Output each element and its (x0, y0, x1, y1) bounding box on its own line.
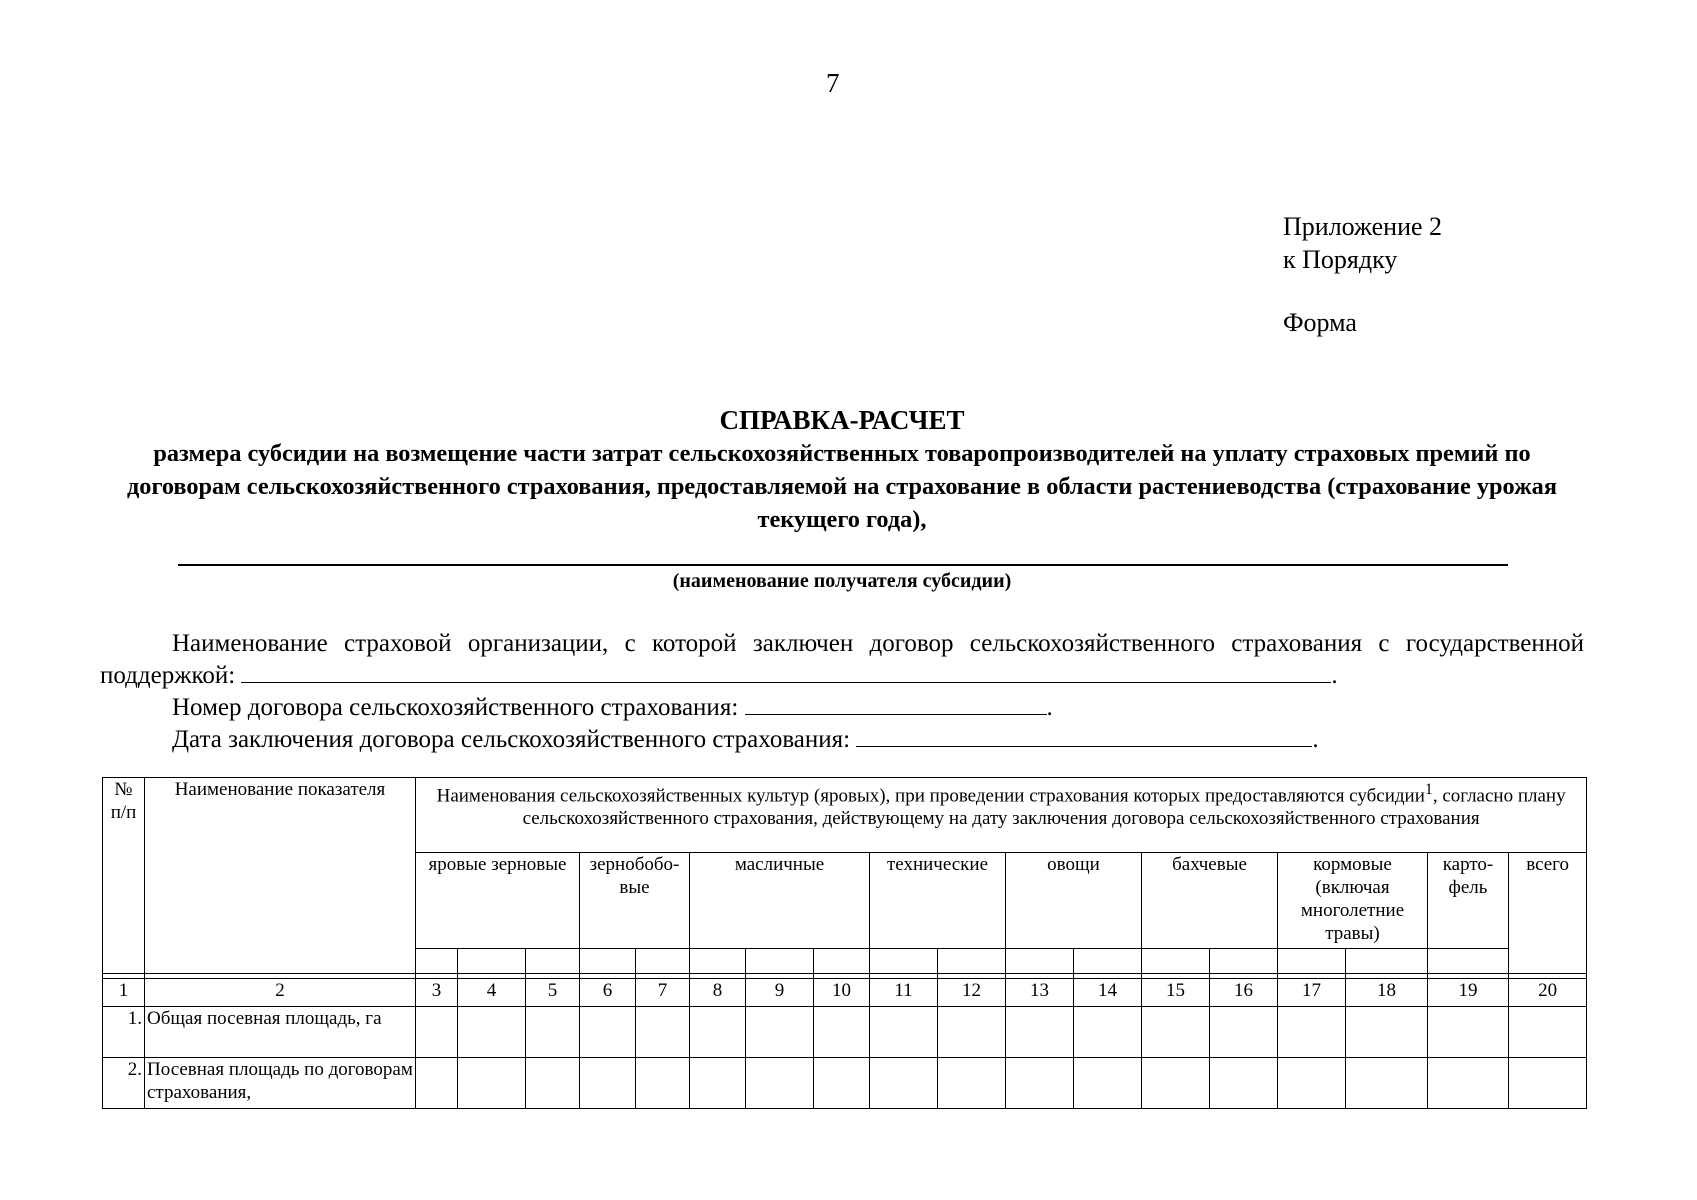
column-number: 1 (103, 979, 145, 1007)
header-crop-group-text-a: Наименования сельскохозяйственных культур (яровых), при проведении страхования которых предоставляются субсидии (436, 785, 1425, 807)
row-number: 1. (103, 1007, 145, 1058)
contract-fields (100, 628, 1584, 756)
data-cell[interactable] (636, 1007, 690, 1058)
subheader-cell (1428, 949, 1509, 974)
data-cell[interactable] (1278, 1058, 1346, 1109)
data-cell[interactable] (814, 1007, 870, 1058)
contract-date-blank[interactable] (856, 724, 1312, 747)
crop-legumes: зернобобо-вые (580, 853, 690, 949)
contract-date-field (100, 724, 1584, 756)
column-number: 16 (1210, 979, 1278, 1007)
data-cell[interactable] (1210, 1007, 1278, 1058)
crop-vegetables: овощи (1006, 853, 1142, 949)
subheader-cell (1346, 949, 1428, 974)
column-number: 20 (1509, 979, 1587, 1007)
column-numbers-row (103, 979, 1587, 1007)
data-cell[interactable] (870, 1058, 938, 1109)
column-number: 6 (580, 979, 636, 1007)
data-cell[interactable] (1428, 1007, 1509, 1058)
column-number: 7 (636, 979, 690, 1007)
crop-total: всего (1509, 853, 1587, 974)
data-cell[interactable] (1006, 1007, 1074, 1058)
subheader-cell (416, 949, 458, 974)
row-indicator: Общая посевная площадь, га (145, 1007, 416, 1058)
subheader-cell (870, 949, 938, 974)
column-number: 15 (1142, 979, 1210, 1007)
appendix-line-2: к Порядку (1283, 245, 1398, 274)
document-title: СПРАВКА-РАСЧЕТ (719, 405, 965, 435)
page-number: 7 (826, 68, 840, 98)
data-cell[interactable] (526, 1058, 580, 1109)
crop-technical: технические (870, 853, 1006, 949)
crop-potato: карто-фель (1428, 853, 1509, 949)
contract-date-label: Дата заключения договора сельскохозяйственного страхования: (172, 726, 851, 753)
crop-fodder: кормовые (включая многолетние травы) (1278, 853, 1428, 949)
document-subtitle: размера субсидии на возмещение части затрат сельскохозяйственных товаропроизводителей на уплату страховых премий по договорам сельскохозяйственного страхования, предоставляемой на страхование в области растениеводства (страхование урожая текущего года), (127, 440, 1557, 533)
form-label: Форма (1283, 308, 1357, 337)
data-cell[interactable] (938, 1007, 1006, 1058)
recipient-caption: (наименование получателя субсидии) (672, 570, 1012, 592)
data-cell[interactable] (458, 1058, 526, 1109)
contract-number-label: Номер договора сельскохозяйственного страхования: (172, 694, 739, 721)
column-number: 11 (870, 979, 938, 1007)
recipient-name-line[interactable] (178, 564, 1508, 566)
data-cell[interactable] (1142, 1058, 1210, 1109)
data-cell[interactable] (1142, 1007, 1210, 1058)
crop-melons: бахчевые (1142, 853, 1278, 949)
column-number: 4 (458, 979, 526, 1007)
column-number: 19 (1428, 979, 1509, 1007)
appendix-reference (1283, 210, 1442, 276)
data-cell[interactable] (416, 1007, 458, 1058)
subsidy-calculation-table (102, 777, 1587, 1109)
subheader-cell (458, 949, 526, 974)
column-number: 2 (145, 979, 416, 1007)
column-number: 18 (1346, 979, 1428, 1007)
data-cell[interactable] (526, 1007, 580, 1058)
data-cell[interactable] (938, 1058, 1006, 1109)
data-cell[interactable] (814, 1058, 870, 1109)
column-number: 5 (526, 979, 580, 1007)
subheader-cell (690, 949, 746, 974)
data-cell[interactable] (1074, 1007, 1142, 1058)
subheader-cell (938, 949, 1006, 974)
subheader-cell (1210, 949, 1278, 974)
insurer-period: . (1331, 662, 1338, 689)
data-cell[interactable] (636, 1058, 690, 1109)
column-number: 10 (814, 979, 870, 1007)
row-indicator: Посевная площадь по договорам страхования, (145, 1058, 416, 1109)
subheader-cell (636, 949, 690, 974)
data-cell[interactable] (1509, 1058, 1587, 1109)
insurer-label: Наименование страховой организации, с которой заключен договор сельскохозяйственного страхования с государственной поддержкой: (100, 630, 1584, 689)
column-number: 14 (1074, 979, 1142, 1007)
column-number: 9 (746, 979, 814, 1007)
subheader-cell (526, 949, 580, 974)
subheader-cell (580, 949, 636, 974)
data-cell[interactable] (580, 1058, 636, 1109)
header-crop-group (416, 778, 1587, 853)
row-number: 2. (103, 1058, 145, 1109)
column-number: 8 (690, 979, 746, 1007)
data-cell[interactable] (416, 1058, 458, 1109)
header-row-group (103, 778, 1587, 853)
subheader-cell (814, 949, 870, 974)
table-row (103, 1058, 1587, 1109)
column-number: 12 (938, 979, 1006, 1007)
data-cell[interactable] (1074, 1058, 1142, 1109)
data-cell[interactable] (1428, 1058, 1509, 1109)
data-cell[interactable] (690, 1058, 746, 1109)
subheader-cell (1074, 949, 1142, 974)
header-crop-group-text-b: , согласно плану сельскохозяйственного страхования, действующему на дату заключения договора сельскохозяйственного страхования (522, 785, 1566, 830)
crop-spring-grain: яровые зерновые (416, 853, 580, 949)
insurer-blank[interactable] (241, 660, 1331, 683)
insurer-field (100, 628, 1584, 692)
data-cell[interactable] (1006, 1058, 1074, 1109)
column-number: 3 (416, 979, 458, 1007)
data-cell[interactable] (1210, 1058, 1278, 1109)
subheader-cell (1142, 949, 1210, 974)
data-cell[interactable] (1346, 1007, 1428, 1058)
data-cell[interactable] (1509, 1007, 1587, 1058)
column-number: 13 (1006, 979, 1074, 1007)
data-cell[interactable] (1346, 1058, 1428, 1109)
document-title-block (100, 404, 1584, 536)
contract-date-period: . (1312, 726, 1319, 753)
crop-oilseeds: масличные (690, 853, 870, 949)
appendix-line-1: Приложение 2 (1283, 212, 1443, 241)
contract-number-blank[interactable] (745, 692, 1047, 715)
contract-number-field (100, 692, 1584, 724)
data-cell[interactable] (580, 1007, 636, 1058)
header-number: № п/п (103, 778, 145, 974)
subheader-cell (746, 949, 814, 974)
data-cell[interactable] (746, 1058, 814, 1109)
footnote-marker: 1 (1424, 781, 1433, 798)
data-cell[interactable] (746, 1007, 814, 1058)
column-number: 17 (1278, 979, 1346, 1007)
data-cell[interactable] (1278, 1007, 1346, 1058)
subheader-cell (1006, 949, 1074, 974)
contract-number-period: . (1046, 694, 1053, 721)
data-cell[interactable] (690, 1007, 746, 1058)
data-cell[interactable] (870, 1007, 938, 1058)
table-row (103, 1007, 1587, 1058)
data-cell[interactable] (458, 1007, 526, 1058)
subheader-cell (1278, 949, 1346, 974)
header-indicator: Наименование показателя (145, 778, 416, 974)
